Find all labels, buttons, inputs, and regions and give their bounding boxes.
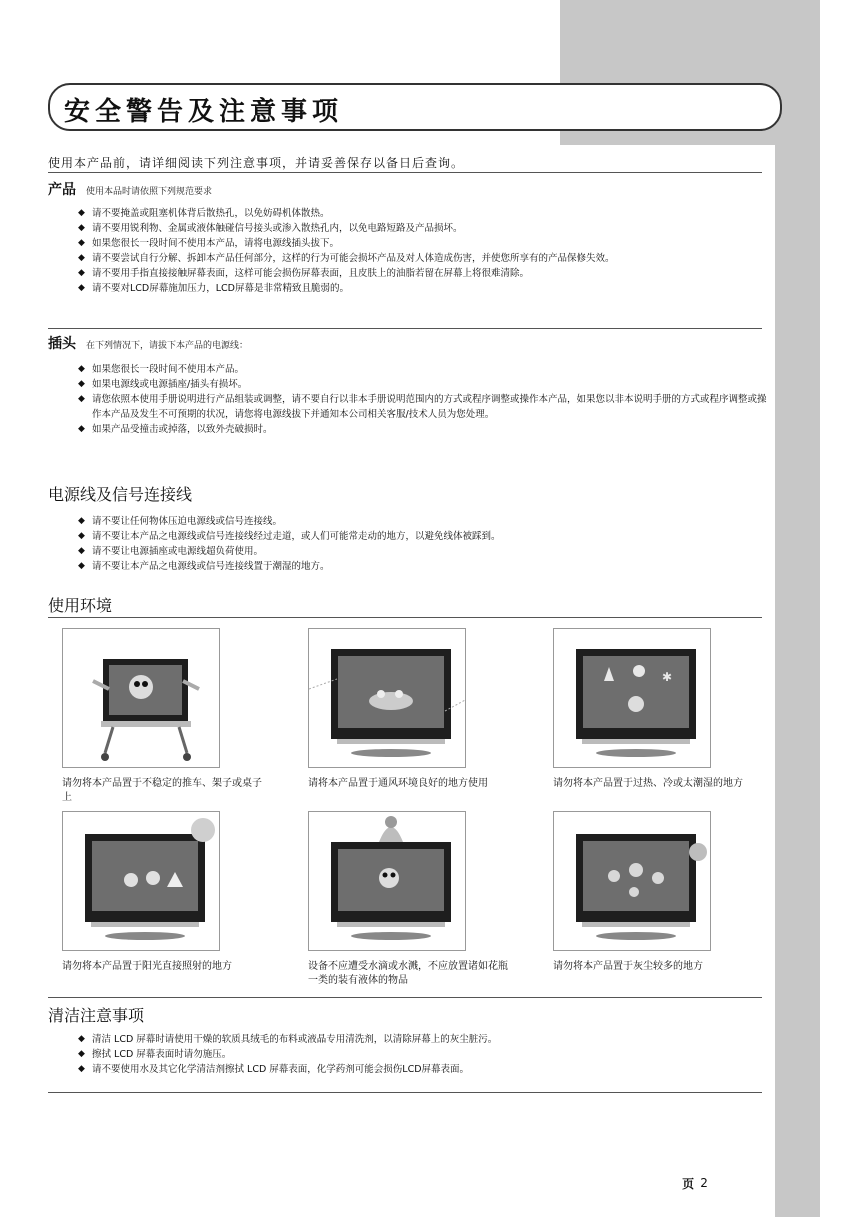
list-item: ◆ 请不要对LCD屏幕施加压力，LCD屏幕是非常精致且脆弱的。 <box>78 281 768 296</box>
list-item: ◆ 请不要掩盖或阻塞机体背后散热孔，以免妨碍机体散热。 <box>78 206 768 221</box>
illustration-direct-sunlight <box>62 811 220 951</box>
product-section-header <box>48 179 212 199</box>
cleaning-heading: 清洁注意事项 <box>48 1006 145 1025</box>
caption-dusty-place: 请勿将本产品置于灰尘较多的地方 <box>553 961 703 972</box>
list-item: ◆ 如果您很长一段时间不使用本产品。 <box>78 362 768 377</box>
list-item: ◆ 清洁 LCD 屏幕时请使用干燥的软质具绒毛的布料或液晶专用清洗剂，以清除屏幕上的灰尘脏污。 <box>78 1032 768 1047</box>
cable-section-header <box>48 482 192 505</box>
divider <box>48 997 762 998</box>
list-item: ◆ 如果电源线或电源插座/插头有损坏。 <box>78 377 768 392</box>
environment-heading: 使用环境 <box>48 596 113 615</box>
divider <box>48 328 762 329</box>
cleaning-list <box>78 1032 768 1077</box>
plug-heading: 插头 <box>48 336 76 352</box>
list-item: ◆ 请不要用手指直接接触屏幕表面，这样可能会损伤屏幕表面，且皮肤上的油脂若留在屏幕上将很难清除。 <box>78 266 768 281</box>
intro-text: 使用本产品前，请详细阅读下列注意事项，并请妥善保存以备日后查询。 <box>48 156 465 170</box>
list-item: ◆ 请不要让本产品之电源线或信号连接线经过走道，或人们可能常走动的地方，以避免线体被踩到。 <box>78 529 768 544</box>
product-note: 使用本品时请依照下列规范要求 <box>86 187 213 197</box>
illustration-water-vase <box>308 811 466 951</box>
cable-list <box>78 514 768 574</box>
divider <box>48 617 762 618</box>
page-title: 安全警告及注意事项 <box>64 97 344 127</box>
list-item: ◆ 如果产品受撞击或掉落，以致外壳破损时。 <box>78 422 768 437</box>
right-gray-strip <box>775 0 820 1217</box>
page-number: 2 <box>700 1176 708 1190</box>
plug-list <box>78 362 768 437</box>
svg-text:✱: ✱ <box>662 670 673 684</box>
list-item: ◆ 请不要尝试自行分解、拆卸本产品任何部分，这样的行为可能会损坏产品及对人体造成伤害，并使您所享有的产品保修失效。 <box>78 251 768 266</box>
cable-heading: 电源线及信号连接线 <box>48 485 193 504</box>
product-list <box>78 206 768 296</box>
environment-section-header <box>48 593 112 616</box>
caption-heat-cold-humidity: 请勿将本产品置于过热、冷或太潮湿的地方 <box>553 778 743 789</box>
illustration-dusty-place <box>553 811 711 951</box>
list-item: ◆ 请不要让任何物体压迫电源线或信号连接线。 <box>78 514 768 529</box>
caption-unstable-cart: 请勿将本产品置于不稳定的推车、架子或桌子上 <box>62 778 262 803</box>
list-item: ◆ 请不要使用水及其它化学清洁剂擦拭 LCD 屏幕表面，化学药剂可能会损伤LCD屏幕表面。 <box>78 1062 768 1077</box>
list-item: ◆ 擦拭 LCD 屏幕表面时请勿施压。 <box>78 1047 768 1062</box>
list-item: ◆ 请不要用锐利物、金属或液体触碰信号接头或渗入散热孔内，以免电路短路及产品损坏。 <box>78 221 768 236</box>
page-label: 页 <box>682 1176 695 1191</box>
list-item: ◆ 请不要让本产品之电源线或信号连接线置于潮湿的地方。 <box>78 559 768 574</box>
list-item: ◆ 请不要让电源插座或电源线超负荷使用。 <box>78 544 768 559</box>
list-item: ◆ 如果您很长一段时间不使用本产品，请将电源线插头拔下。 <box>78 236 768 251</box>
illustration-unstable-cart <box>62 628 220 768</box>
divider <box>48 1092 762 1093</box>
list-item: ◆ 请您依照本使用手册说明进行产品组装或调整，请不要自行以非本手册说明范围内的方式或程序调整或操作本产品，如果您以非本说明手册的方式或程序调整或操作本产品及发生不可预期的状况，请您将电源线拔下并通知本公司相关客服/技术人员为您处理。 <box>78 392 768 422</box>
caption-direct-sunlight: 请勿将本产品置于阳光直接照射的地方 <box>62 961 232 972</box>
page-number-tab <box>655 1172 735 1194</box>
caption-water-vase: 设备不应遭受水滴或水溅，不应放置诸如花瓶一类的装有液体的物品 <box>308 961 508 986</box>
plug-note: 在下列情况下，请拔下本产品的电源线： <box>86 341 249 351</box>
illustration-heat-cold-humidity <box>553 628 711 768</box>
product-heading: 产品 <box>48 182 76 198</box>
divider <box>48 172 762 173</box>
cleaning-section-header <box>48 1003 144 1026</box>
caption-ventilation: 请将本产品置于通风环境良好的地方使用 <box>308 778 488 789</box>
illustration-ventilation <box>308 628 466 768</box>
plug-section-header <box>48 333 248 353</box>
